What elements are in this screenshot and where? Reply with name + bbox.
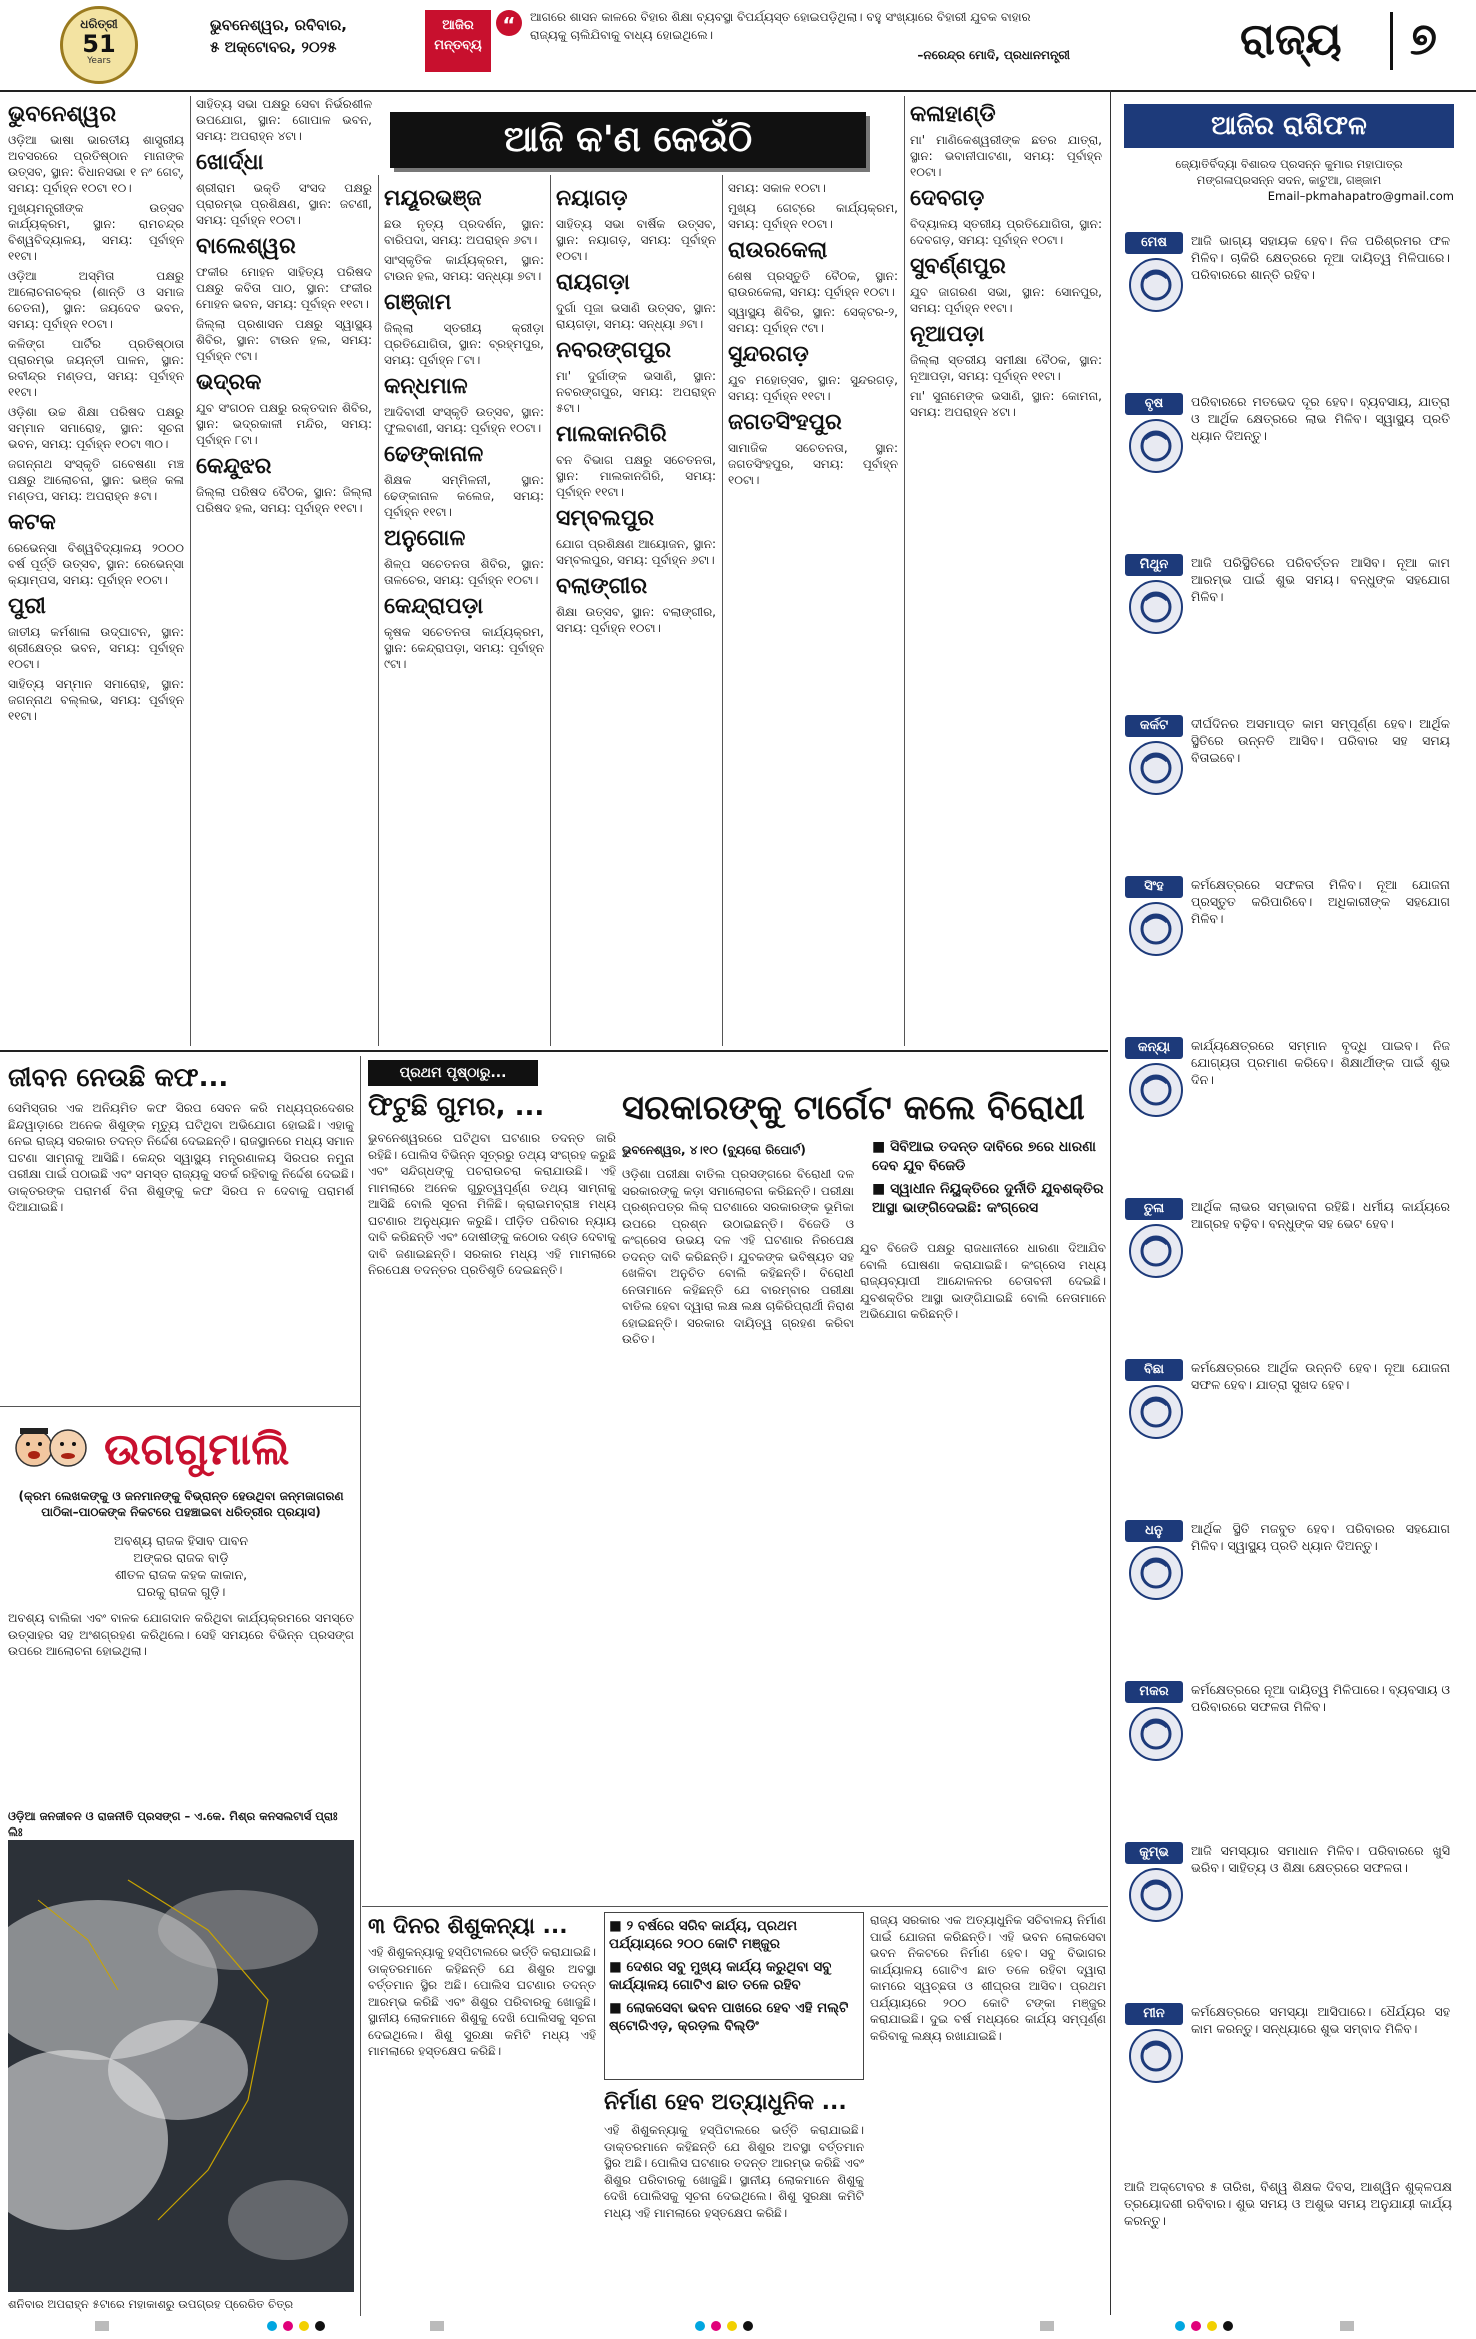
event-item: ଦୁର୍ଗା ପୂଜା ଭସାଣି ଉତ୍ସବ, ସ୍ଥାନ: ରାୟଗଡ଼ା, ସମୟ: ସନ୍ଧ୍ୟା ୬ଟା। bbox=[556, 301, 716, 331]
rashi-name: କନ୍ୟା bbox=[1125, 1037, 1183, 1059]
rashi-name: ତୁଳା bbox=[1125, 1198, 1183, 1220]
zodiac-symbol-icon bbox=[1129, 1868, 1183, 1922]
rashi-entry bbox=[1125, 393, 1450, 546]
rashi-name: ମକର bbox=[1125, 1681, 1183, 1703]
kicker-tag bbox=[368, 1060, 538, 1086]
event-item: ଓଡ଼ିଆ ଅସ୍ମିତା ପକ୍ଷରୁ ଆଲୋଚନାଚକ୍ର (ଶାନ୍ତି ଓ ସମାଜ ଚେତନା), ସ୍ଥାନ: ଜୟଦେବ ଭବନ, ସମୟ: ପୂର୍ବାହ୍ନ ୧୦ଟା। bbox=[8, 269, 184, 331]
event-item: ଶିକ୍ଷକ ସମ୍ମିଳନୀ, ସ୍ଥାନ: ଢେଙ୍କାନାଳ କଲେଜ, ସମୟ: ପୂର୍ବାହ୍ନ ୧୧ଟା। bbox=[384, 473, 544, 519]
rashi-name: ମେଷ bbox=[1125, 232, 1183, 254]
event-item: ମା' ମାଣିକେଶ୍ୱରୀଙ୍କ ଛତର ଯାତ୍ରା, ସ୍ଥାନ: ଭବାନୀପାଟଣା, ସମୟ: ପୂର୍ବାହ୍ନ ୧୦ଟା। bbox=[910, 133, 1102, 179]
rashi-forecast: କର୍ମକ୍ଷେତ୍ରରେ ସଫଳତା ମିଳିବ। ନୂଆ ଯୋଜନା ପ୍ରସ୍ତୁତ କରିପାରିବେ। ଅଧିକାରୀଙ୍କ ସହଯୋଗ ମିଳିବ। bbox=[1191, 877, 1450, 926]
rashi-name: ବୃଷ bbox=[1125, 393, 1183, 415]
event-item: ବନ ବିଭାଗ ପକ୍ଷରୁ ସଚେତନତା, ସ୍ଥାନ: ମାଲକାନଗିରି, ସମୟ: ପୂର୍ବାହ୍ନ ୧୧ଟା। bbox=[556, 453, 716, 499]
logo-years: Years bbox=[87, 56, 111, 66]
rashi-forecast: ଆର୍ଥିକ ସ୍ଥିତି ମଜବୁତ ହେବ। ପରିବାରର ସହଯୋଗ ମିଳିବ। ସ୍ୱାସ୍ଥ୍ୟ ପ୍ରତି ଧ୍ୟାନ ଦିଅନ୍ତୁ। bbox=[1191, 1521, 1450, 1553]
date-line-2: ୫ ଅକ୍ଟୋବର, ୨୦୨୫ bbox=[210, 38, 337, 56]
cartoon-faces-icon bbox=[12, 1422, 92, 1482]
rashi-entry bbox=[1125, 1842, 1450, 1995]
rashi-forecast: କର୍ମକ୍ଷେତ୍ରରେ ଆର୍ଥିକ ଉନ୍ନତି ହେବ। ନୂଆ ଯୋଜନା ସଫଳ ହେବ। ଯାତ୍ରା ସୁଖଦ ହେବ। bbox=[1191, 1360, 1450, 1392]
zodiac-symbol-icon bbox=[1129, 1707, 1183, 1761]
event-item: ସମୟ: ସକାଳ ୧୦ଟା। bbox=[728, 181, 826, 195]
rashi-entry bbox=[1125, 1359, 1450, 1512]
rashi-name: କର୍କଟ bbox=[1125, 715, 1183, 737]
event-item: ଜାତୀୟ କର୍ମଶାଳା ଉଦ୍‌ଘାଟନ, ସ୍ଥାନ: ଶ୍ରୀକ୍ଷେତ୍ର ଭବନ, ସମୟ: ପୂର୍ବାହ୍ନ ୧୦ଟା। bbox=[8, 625, 184, 671]
rashi-forecast: କର୍ମକ୍ଷେତ୍ରରେ ନୂଆ ଦାୟିତ୍ୱ ମିଳିପାରେ। ବ୍ୟବସାୟ ଓ ପରିବାରରେ ସଫଳତା ମିଳିବ। bbox=[1191, 1682, 1450, 1714]
ugra-box bbox=[8, 1414, 354, 1839]
zodiac-symbol-icon bbox=[1129, 1385, 1183, 1439]
district-heading: ସୁନ୍ଦରଗଡ଼ bbox=[728, 342, 809, 367]
event-item: ଯୁବ ମହୋତ୍ସବ, ସ୍ଥାନ: ସୁନ୍ଦରଗଡ଼, ସମୟ: ପୂର୍ବାହ୍ନ ୧୧ଟା। bbox=[728, 373, 898, 403]
zodiac-symbol-icon bbox=[1129, 2029, 1183, 2083]
rashi-entry bbox=[1125, 1520, 1450, 1673]
page-number: ୭ bbox=[1410, 14, 1437, 65]
rashi-entry bbox=[1125, 876, 1450, 1029]
event-item: ଜିଲ୍ଲା ପରିଷଦ ବୈଠକ, ସ୍ଥାନ: ଜିଲ୍ଲା ପରିଷଦ ହଲ, ସମୟ: ପୂର୍ବାହ୍ନ ୧୧ଟା। bbox=[196, 485, 372, 515]
district-heading: ମାଲକାନଗିରି bbox=[556, 422, 667, 447]
rashi-entry bbox=[1125, 1681, 1450, 1834]
logo-label: ଧରିତ୍ରୀ bbox=[80, 17, 118, 31]
district-heading: ନୂଆପଡ଼ା bbox=[910, 322, 985, 347]
district-heading: ସମ୍ବଲପୁର bbox=[556, 506, 655, 531]
district-heading: ମୟୂରଭଞ୍ଜ bbox=[384, 186, 482, 211]
event-item: ସାଂସ୍କୃତିକ କାର୍ଯ୍ୟକ୍ରମ, ସ୍ଥାନ: ଟାଉନ ହଲ, ସମୟ: ସନ୍ଧ୍ୟା ୭ଟା। bbox=[384, 253, 544, 283]
event-item: କୃଷକ ସଚେତନତା କାର୍ଯ୍ୟକ୍ରମ, ସ୍ଥାନ: କେନ୍ଦ୍ରାପଡ଼ା, ସମୟ: ପୂର୍ବାହ୍ନ ୯ଟା। bbox=[384, 625, 544, 671]
zodiac-symbol-icon bbox=[1129, 580, 1183, 634]
rashi-name: ବିଛା bbox=[1125, 1359, 1183, 1381]
gumar-story-body: ଭୁବନେଶ୍ୱରରେ ଘଟିଥିବା ଘଟଣାର ତଦନ୍ତ ଜାରି ରହିଛି। ପୋଲିସ ବିଭିନ୍ନ ସୂତ୍ରରୁ ତଥ୍ୟ ସଂଗ୍ରହ କରୁଛି ଏବଂ ସନ୍ଦିଗ୍ଧଙ୍କୁ ପଚରାଉଚରା କରାଯାଉଛି। ଏହି ମାମଲାରେ ଅନେକ ଗୁରୁତ୍ୱପୂର୍ଣ୍ଣ ତଥ୍ୟ ସାମ୍ନାକୁ ଆସିଛି ବୋଲି ସୂଚନା ମିଳିଛି। କ୍ରାଇମବ୍ରାଞ୍ଚ ମଧ୍ୟ ଘଟଣାର ଅନୁଧ୍ୟାନ କରୁଛି। ପୀଡ଼ିତ ପରିବାର ନ୍ୟାୟ ଦାବି କରିଛନ୍ତି ଏବଂ ଦୋଷୀଙ୍କୁ କଠୋର ଦଣ୍ଡ ଦେବାକୁ ଦାବି ଜଣାଇଛନ୍ତି। ସରକାର ମଧ୍ୟ ଏହି ମାମଲାରେ ନିରପେକ୍ଷ ତଦନ୍ତର ପ୍ରତିଶୃତି ଦେଇଛନ୍ତି। bbox=[368, 1131, 616, 1277]
section-title: ରାଜ୍ୟ bbox=[1240, 14, 1342, 65]
event-item: ଓଡ଼ିଶା ଉଚ୍ଚ ଶିକ୍ଷା ପରିଷଦ ପକ୍ଷରୁ ସମ୍ମାନ ସମାରୋହ, ସ୍ଥାନ: ସୂଚନା ଭବନ, ସମୟ: ପୂର୍ବାହ୍ନ ୧୦ଟା ୩୦। bbox=[8, 405, 184, 451]
main-bullets bbox=[860, 1138, 1106, 1222]
secretariat-story-head: ନିର୍ମାଣ ହେବ ଅତ୍ୟାଧୁନିକ ... bbox=[604, 2090, 847, 2115]
district-heading: ଜଗତସିଂହପୁର bbox=[728, 410, 842, 435]
event-item: ଯୁବ ଜାଗରଣ ସଭା, ସ୍ଥାନ: ସୋନପୁର, ସମୟ: ପୂର୍ବାହ୍ନ ୧୧ଟା। bbox=[910, 285, 1102, 315]
quote-icon: “ bbox=[496, 10, 522, 36]
main-byline: ଭୁବନେଶ୍ୱର, ୪।୧୦ (ବ୍ୟୁରୋ ରିପୋର୍ଟ) bbox=[622, 1143, 806, 1157]
events-banner-title: ଆଜି କ'ଣ କେଉଁଠି bbox=[503, 119, 753, 160]
date-block bbox=[210, 14, 370, 58]
zodiac-symbol-icon bbox=[1129, 1063, 1183, 1117]
rashi-forecast: ଆଜି ଭାଗ୍ୟ ସହାୟକ ହେବ। ନିଜ ପରିଶ୍ରମର ଫଳ ମିଳିବ। ଚାକିରି କ୍ଷେତ୍ରରେ ନୂଆ ଦାୟିତ୍ୱ ମିଳିପାରେ। ପରିବାରରେ ଶାନ୍ତି ରହିବ। bbox=[1191, 233, 1450, 282]
quote-body: ଆଗରେ ଶାସନ କାଳରେ ବିହାର ଶିକ୍ଷା ବ୍ୟବସ୍ଥା ବିପର୍ଯ୍ୟସ୍ତ ହୋଇପଡ଼ିଥିଲା। ବହୁ ସଂଖ୍ୟାରେ ବିହାରୀ ଯୁବକ ବାହାର ରାଜ୍ୟକୁ ଚାଲିଯିବାକୁ ବାଧ୍ୟ ହୋଇଥିଲେ। bbox=[530, 10, 1031, 42]
district-heading: ଦେବଗଡ଼ bbox=[910, 186, 985, 211]
quote-author: –ନରେନ୍ଦ୍ର ମୋଦି, ପ୍ରଧାନମନ୍ତ୍ରୀ bbox=[917, 48, 1070, 62]
rashi-entry bbox=[1125, 1037, 1450, 1190]
event-item: ସାହିତ୍ୟ ସମ୍ମାନ ସମାରୋହ, ସ୍ଥାନ: ଜଗନ୍ନାଥ ବଲ୍ଲଭ, ସମୟ: ପୂର୍ବାହ୍ନ ୧୧ଟା। bbox=[8, 677, 184, 723]
event-item: କଳିଙ୍ଗ ପାର୍ଟିର ପ୍ରତିଷ୍ଠାତା ପ୍ରାରମ୍ଭ ଜୟନ୍ତୀ ପାଳନ, ସ୍ଥାନ: ରବୀନ୍ଦ୍ର ମଣ୍ଡପ, ସମୟ: ପୂର୍ବାହ୍ନ ୧୧ଟା। bbox=[8, 337, 184, 399]
secretariat-story-body-b: ଏହି ଶିଶୁକନ୍ୟାକୁ ହସ୍ପିଟାଲରେ ଭର୍ତ୍ତି କରାଯାଇଛି। ଡାକ୍ତରମାନେ କହିଛନ୍ତି ଯେ ଶିଶୁର ଅବସ୍ଥା ବର୍ତ୍ତମାନ ସ୍ଥିର ଅଛି। ପୋଲିସ ଘଟଣାର ତଦନ୍ତ ଆରମ୍ଭ କରିଛି ଏବଂ ଶିଶୁର ପରିବାରକୁ ଖୋଜୁଛି। ସ୍ଥାନୀୟ ଲୋକମାନେ ଶିଶୁକୁ ଦେଖି ପୋଲିସକୁ ସୂଚନା ଦେଇଥିଲେ। ଶିଶୁ ସୁରକ୍ଷା କମିଟି ମଧ୍ୟ ଏହି ମାମଲାରେ ହସ୍ତକ୍ଷେପ କରିଛି। bbox=[604, 2123, 864, 2220]
astrologer-info bbox=[1124, 156, 1454, 204]
ugra-title: ଉଗଗୁମାଲି bbox=[104, 1424, 290, 1475]
zodiac-symbol-icon bbox=[1129, 741, 1183, 795]
rashi-forecast: କାର୍ଯ୍ୟକ୍ଷେତ୍ରରେ ସମ୍ମାନ ବୃଦ୍ଧି ପାଇବ। ନିଜ ଯୋଗ୍ୟତା ପ୍ରମାଣ କରିବେ। ଶିକ୍ଷାର୍ଥୀଙ୍କ ପାଇଁ ଶୁଭ ଦିନ। bbox=[1191, 1038, 1450, 1087]
main-bullet: ■ ସ୍ୱାଧୀନ ନିୟୁକ୍ତିରେ ଦୁର୍ନୀତି ଯୁବଶକ୍ତିର ଆସ୍ଥା ଭାଙ୍ଗିଦେଇଛି: କଂଗ୍ରେସ bbox=[872, 1181, 1104, 1216]
masthead bbox=[0, 0, 1476, 92]
events-col-3 bbox=[384, 180, 544, 1046]
boxed-bullet: ■ ଦେଶର ସବୁ ମୁଖ୍ୟ କାର୍ଯ୍ୟ କରୁଥିବା ସବୁ କାର୍ଯ୍ୟାଳୟ ଗୋଟିଏ ଛାତ ତଳେ ରହିବ bbox=[609, 1959, 832, 1993]
boxed-bullet: ■ ଲୋକସେବା ଭବନ ପାଖରେ ହେବ ଏହି ମଲ୍ଟି ଷ୍ଟୋରିଏଡ଼, କ୍ରଡ଼ଲ ବିଲ୍ଡିଂ bbox=[609, 2000, 849, 2034]
logo-number: 51 bbox=[82, 30, 116, 58]
district-heading: ରାୟଗଡ଼ା bbox=[556, 270, 630, 295]
logo-badge bbox=[60, 6, 138, 84]
rashi-forecast: ପରିବାରରେ ମତଭେଦ ଦୂର ହେବ। ବ୍ୟବସାୟ, ଯାତ୍ରା ଓ ଆର୍ଥିକ କ୍ଷେତ୍ରରେ ଲାଭ ମିଳିବ। ସ୍ୱାସ୍ଥ୍ୟ ପ୍ରତି ଧ୍ୟାନ ଦିଅନ୍ତୁ। bbox=[1191, 394, 1450, 443]
main-story-body: ଓଡ଼ିଶା ପରୀକ୍ଷା ବାତିଲ ପ୍ରସଙ୍ଗରେ ବିରୋଧୀ ଦଳ ସରକାରଙ୍କୁ କଡ଼ା ସମାଲୋଚନା କରିଛନ୍ତି। ପରୀକ୍ଷା ପ୍ରଶ୍ନପତ୍ର ଲିକ୍ ଘଟଣାରେ ସରକାରଙ୍କ ଭୂମିକା ଉପରେ ପ୍ରଶ୍ନ ଉଠାଇଛନ୍ତି। ବିଜେଡି ଓ କଂଗ୍ରେସ ଉଭୟ ଦଳ ଏହି ଘଟଣାର ନିରପେକ୍ଷ ତଦନ୍ତ ଦାବି କରିଛନ୍ତି। ଯୁବକଙ୍କ ଭବିଷ୍ୟତ ସହ ଖେଳିବା ଅନୁଚିତ ବୋଲି କହିଛନ୍ତି। ବିରୋଧୀ ନେତାମାନେ କହିଛନ୍ତି ଯେ ବାରମ୍ବାର ପରୀକ୍ଷା ବାତିଲ ହେବା ଦ୍ୱାରା ଲକ୍ଷ ଲକ୍ଷ ଚାକିରିପ୍ରାର୍ଥୀ ନିରାଶ ହୋଇଛନ୍ତି। ସରକାର ଦାୟିତ୍ୱ ଗ୍ରହଣ କରିବା ଉଚିତ। bbox=[622, 1167, 854, 1346]
quote-tag bbox=[425, 10, 491, 72]
rashi-name: ମିଥୁନ bbox=[1125, 554, 1183, 576]
rashi-forecast: ଦୀର୍ଘଦିନର ଅସମାପ୍ତ କାମ ସମ୍ପୂର୍ଣ୍ଣ ହେବ। ଆର୍ଥିକ ସ୍ଥିତିରେ ଉନ୍ନତି ଆସିବ। ପରିବାର ସହ ସମୟ ବିତାଇବେ। bbox=[1191, 716, 1450, 765]
astrologer-name: ଜ୍ୟୋତିର୍ବିଦ୍ୟା ବିଶାରଦ ପ୍ରସନ୍ନ କୁମାର ମହାପାତ୍ର bbox=[1175, 157, 1403, 171]
satellite-image bbox=[8, 1840, 354, 2292]
event-item: ଓଡ଼ିଆ ଭାଷା ଭାରତୀୟ ଶାସ୍ତ୍ରୀୟ ଅବସରରେ ପ୍ରତିଷ୍ଠାନ ମାନାଙ୍କ ଉତ୍ସବ, ସ୍ଥାନ: ବିଧାନସଭା ୧ ନଂ ଗେଟ୍, ସମୟ: ପୂର୍ବାହ୍ନ ୧୦ଟା ୧୦। bbox=[8, 133, 184, 195]
main-story-body-2: ଯୁବ ବିଜେଡି ପକ୍ଷରୁ ରାଜଧାନୀରେ ଧାରଣା ଦିଆଯିବ ବୋଲି ଘୋଷଣା କରାଯାଇଛି। କଂଗ୍ରେସ ମଧ୍ୟ ରାଜ୍ୟବ୍ୟାପୀ ଆନ୍ଦୋଳନର ଚେତାବନୀ ଦେଇଛି। ଯୁବଶକ୍ତିର ଆସ୍ଥା ଭାଙ୍ଗିଯାଇଛି ବୋଲି ନେତାମାନେ ଅଭିଯୋଗ କରିଛନ୍ତି। bbox=[860, 1241, 1106, 1321]
zodiac-symbol-icon bbox=[1129, 258, 1183, 312]
rashi-entry bbox=[1125, 1198, 1450, 1351]
event-item: ଜିଲ୍ଲା ସ୍ତରୀୟ ସମୀକ୍ଷା ବୈଠକ, ସ୍ଥାନ: ନୂଆପଡ଼ା, ସମୟ: ପୂର୍ବାହ୍ନ ୧୧ଟା। bbox=[910, 353, 1102, 383]
event-item: ସାହିତ୍ୟ ସଭା ବାର୍ଷିକ ଉତ୍ସବ, ସ୍ଥାନ: ନୟାଗଡ଼, ସମୟ: ପୂର୍ବାହ୍ନ ୧୦ଟା। bbox=[556, 217, 716, 263]
events-banner bbox=[390, 112, 866, 168]
rashi-entry bbox=[1125, 554, 1450, 707]
rashi-entry bbox=[1125, 715, 1450, 868]
district-heading: ଖୋର୍ଦ୍ଧା bbox=[196, 150, 264, 175]
section-divider bbox=[1390, 12, 1393, 70]
district-heading: ଭଦ୍ରକ bbox=[196, 370, 262, 395]
rashi-name: ମୀନ bbox=[1125, 2003, 1183, 2025]
zodiac-symbol-icon bbox=[1129, 902, 1183, 956]
district-heading: ପୁରୀ bbox=[8, 594, 46, 619]
event-item: ସାମାଜିକ ସଚେତନତା, ସ୍ଥାନ: ଜଗତସିଂହପୁର, ସମୟ: ପୂର୍ବାହ୍ନ ୧୦ଟା। bbox=[728, 441, 898, 487]
secretariat-bullets-box bbox=[604, 1912, 864, 2080]
baby-story-head: ୩ ଦିନର ଶିଶୁକନ୍ୟା ... bbox=[368, 1914, 568, 1939]
quote-text bbox=[530, 8, 1070, 64]
district-heading: ସୁବର୍ଣ୍ଣପୁର bbox=[910, 254, 1006, 279]
rashi-forecast: ଆର୍ଥିକ ଲାଭର ସମ୍ଭାବନା ରହିଛି। ଧର୍ମୀୟ କାର୍ଯ୍ୟରେ ଆଗ୍ରହ ବଢ଼ିବ। ବନ୍ଧୁଙ୍କ ସହ ଭେଟ ହେବ। bbox=[1191, 1199, 1450, 1231]
district-heading: କନ୍ଧମାଳ bbox=[384, 374, 468, 399]
event-item: ମା' ଦୁର୍ଗାଙ୍କ ଭସାଣି, ସ୍ଥାନ: ନବରଙ୍ଗପୁର, ସମୟ: ଅପରାହ୍ନ ୫ଟା। bbox=[556, 369, 716, 415]
event-item: ଶ୍ରୀରାମ ଭକ୍ତି ସଂସଦ ପକ୍ଷରୁ ପ୍ରାରମ୍ଭ ପ୍ରଶିକ୍ଷଣ, ସ୍ଥାନ: ଜଟଣୀ, ସମୟ: ପୂର୍ବାହ୍ନ ୧୦ଟା। bbox=[196, 181, 372, 227]
district-heading: ଗଞ୍ଜାମ bbox=[384, 290, 452, 315]
events-col-2 bbox=[196, 96, 372, 1046]
zodiac-symbol-icon bbox=[1129, 1546, 1183, 1600]
event-item: ଜଗନ୍ନାଥ ସଂସ୍କୃତି ଗବେଷଣା ମଞ୍ଚ ପକ୍ଷରୁ ଆଲୋଚନା, ସ୍ଥାନ: ଭଞ୍ଜ କଳା ମଣ୍ଡପ, ସମୟ: ଅପରାହ୍ନ ୫ଟା। bbox=[8, 457, 184, 503]
district-heading: କଳାହାଣ୍ଡି bbox=[910, 102, 996, 127]
baby-story-body: ଏହି ଶିଶୁକନ୍ୟାକୁ ହସ୍ପିଟାଲରେ ଭର୍ତ୍ତି କରାଯାଇଛି। ଡାକ୍ତରମାନେ କହିଛନ୍ତି ଯେ ଶିଶୁର ଅବସ୍ଥା ବର୍ତ୍ତମାନ ସ୍ଥିର ଅଛି। ପୋଲିସ ଘଟଣାର ତଦନ୍ତ ଆରମ୍ଭ କରିଛି ଏବଂ ଶିଶୁର ପରିବାରକୁ ଖୋଜୁଛି। ସ୍ଥାନୀୟ ଲୋକମାନେ ଶିଶୁକୁ ଦେଖି ପୋଲିସକୁ ସୂଚନା ଦେଇଥିଲେ। ଶିଶୁ ସୁରକ୍ଷା କମିଟି ମଧ୍ୟ ଏହି ମାମଲାରେ ହସ୍ତକ୍ଷେପ କରିଛି। bbox=[368, 1945, 596, 2058]
rashi-name: ସିଂହ bbox=[1125, 876, 1183, 898]
rashi-entry bbox=[1125, 232, 1450, 385]
rashi-forecast: ଆଜି ସମସ୍ୟାର ସମାଧାନ ମିଳିବ। ପରିବାରରେ ଖୁସି ଭରିବ। ସାହିତ୍ୟ ଓ ଶିକ୍ଷା କ୍ଷେତ୍ରରେ ସଫଳତା। bbox=[1191, 1843, 1450, 1875]
events-col-4 bbox=[556, 180, 716, 1046]
zodiac-symbol-icon bbox=[1129, 419, 1183, 473]
astrologer-email: Email–pkmahapatro@gmail.com bbox=[1267, 189, 1454, 203]
ugra-verse: ଅବଶ୍ୟ ରାଜକ ହିସାବ ପାବନ ଅଙ୍କର ରାଜକ ବାଡ଼ି ଶୀତଳ ରାଜକ କହକ କାକାନ, ଘରକୁ ରାଜକ ଗୁଡ଼ି। bbox=[114, 1533, 248, 1599]
satellite-caption: ଶନିବାର ଅପରାହ୍ନ ୫ଟାରେ ମହାକାଶରୁ ଉପଗ୍ରହ ପ୍ରେରିତ ଚିତ୍ର bbox=[8, 2297, 294, 2311]
kicker-label: ପ୍ରଥମ ପୃଷ୍ଠାରୁ... bbox=[399, 1065, 507, 1081]
event-item: ଶେଷ ପ୍ରସ୍ତୁତି ବୈଠକ, ସ୍ଥାନ: ରାଉରକେଲା, ସମୟ: ପୂର୍ବାହ୍ନ ୧୦ଟା। bbox=[728, 269, 898, 299]
event-item: ସ୍ୱାସ୍ଥ୍ୟ ଶିବିର, ସ୍ଥାନ: ସେକ୍ଟର-୨, ସମୟ: ପୂର୍ବାହ୍ନ ୯ଟା। bbox=[728, 305, 898, 335]
cough-story-head: ଜୀବନ ନେଉଛି କଫ... bbox=[8, 1063, 229, 1093]
district-heading: ରାଉରକେଲା bbox=[728, 238, 828, 263]
event-item: ସାହିତ୍ୟ ସଭା ପକ୍ଷରୁ ସେବା ନିର୍ଭରଶୀଳ ଉପଯୋଗ, ସ୍ଥାନ: ଗୋପାଳ ଭବନ, ସମୟ: ଅପରାହ୍ନ ୪ଟା। bbox=[196, 97, 372, 143]
event-item: ମୁଖ୍ୟ ଗେଟ୍‌ରେ କାର୍ଯ୍ୟକ୍ରମ, ସମୟ: ପୂର୍ବାହ୍ନ ୧୦ଟା। bbox=[728, 201, 898, 231]
main-bullet: ■ ସିବିଆଇ ତଦନ୍ତ ଦାବିରେ ୭ରେ ଧାରଣା ଦେବ ଯୁବ ବିଜେଡି bbox=[872, 1139, 1096, 1174]
event-item: ଯୋଗ ପ୍ରଶିକ୍ଷଣ ଆୟୋଜନ, ସ୍ଥାନ: ସମ୍ବଲପୁର, ସମୟ: ପୂର୍ବାହ୍ନ ୬ଟା। bbox=[556, 537, 716, 567]
events-col-5 bbox=[728, 180, 898, 1046]
district-heading: ନୟାଗଡ଼ bbox=[556, 186, 628, 211]
ugra-subtitle: (କ୍ରମ ଲେଖକଙ୍କୁ ଓ ଜନମାନଙ୍କୁ ବିଭ୍ରାନ୍ତ ହେଉଥିବା ଜନ୍ମଜାଗରଣ ପାଠିକା–ପାଠକଙ୍କ ନିକଟରେ ପହଞ୍ଚାଇବା ଧରିତ୍ରୀର ପ୍ରୟାସ) bbox=[18, 1489, 344, 1519]
zodiac-symbol-icon bbox=[1129, 1224, 1183, 1278]
cough-story-body: ସେମିସ୍ତାର ଏକ ଅନିୟମିତ କଫ ସିରପ ସେବନ କରି ମଧ୍ୟପ୍ରଦେଶର ଛିନ୍ଦୱାଡ଼ାରେ ଅନେକ ଶିଶୁଙ୍କ ମୃତ୍ୟୁ ଘଟିଥିବା ଅଭିଯୋଗ ହୋଇଛି। ଏହାକୁ ନେଇ ରାଜ୍ୟ ସରକାର ତଦନ୍ତ ନିର୍ଦ୍ଦେଶ ଦେଇଛନ୍ତି। ରାଜସ୍ଥାନରେ ମଧ୍ୟ ସମାନ ଘଟଣା ସାମ୍ନାକୁ ଆସିଛି। କେନ୍ଦ୍ର ସ୍ୱାସ୍ଥ୍ୟ ମନ୍ତ୍ରଣାଳୟ ସିରପର ନମୁନା ପରୀକ୍ଷା ପାଇଁ ପଠାଇଛି ଏବଂ ସମସ୍ତ ରାଜ୍ୟକୁ ସତର୍କ ରହିବାକୁ ନିର୍ଦ୍ଦେଶ ଦେଇଛି। ଡାକ୍ତରଙ୍କ ପରାମର୍ଶ ବିନା ଶିଶୁଙ୍କୁ କଫ ସିରପ ନ ଦେବାକୁ ପରାମର୍ଶ ଦିଆଯାଇଛି। bbox=[8, 1101, 354, 1214]
district-heading: କେନ୍ଦୁଝର bbox=[196, 454, 272, 479]
event-item: ବିଦ୍ୟାଳୟ ସ୍ତରୀୟ ପ୍ରତିଯୋଗିତା, ସ୍ଥାନ: ଦେବଗଡ଼, ସମୟ: ପୂର୍ବାହ୍ନ ୧୦ଟା। bbox=[910, 217, 1102, 247]
rashi-forecast: କର୍ମକ୍ଷେତ୍ରରେ ସମସ୍ୟା ଆସିପାରେ। ଧୈର୍ଯ୍ୟର ସହ କାମ କରନ୍ତୁ। ସନ୍ଧ୍ୟାରେ ଶୁଭ ସମ୍ବାଦ ମିଳିବ। bbox=[1191, 2004, 1450, 2036]
event-item: ଛଉ ନୃତ୍ୟ ପ୍ରଦର୍ଶନ, ସ୍ଥାନ: ବାରିପଦା, ସମୟ: ଅପରାହ୍ନ ୬ଟା। bbox=[384, 217, 544, 247]
rashi-name: ଧନୁ bbox=[1125, 1520, 1183, 1542]
event-item: ମା' ସୁନାମେଙ୍କ ଭସାଣି, ସ୍ଥାନ: କୋମନା, ସମୟ: ଅପରାହ୍ନ ୪ଟା। bbox=[910, 389, 1102, 419]
ugra-body: ଅବଶ୍ୟ ବାଲିକା ଏବଂ ବାଳକ ଯୋଗଦାନ କରିଥିବା କାର୍ଯ୍ୟକ୍ରମରେ ସମସ୍ତେ ଉତ୍ସାହର ସହ ଅଂଶଗ୍ରହଣ କରିଥିଲେ। ସେହି ସମୟରେ ବିଭିନ୍ନ ପ୍ରସଙ୍ଗ ଉପରେ ଆଲୋଚନା ହୋଇଥିଲା। bbox=[8, 1611, 354, 1658]
district-heading: ବଲାଙ୍ଗୀର bbox=[556, 574, 648, 599]
gumar-story-head: ଫିଟୁଛି ଗୁମର, ... bbox=[368, 1092, 545, 1122]
print-registration-marks bbox=[0, 2318, 1476, 2332]
events-col-6 bbox=[910, 96, 1102, 1046]
secretariat-story-body-a: ରାଜ୍ୟ ସରକାର ଏକ ଅତ୍ୟାଧୁନିକ ସଚିବାଳୟ ନିର୍ମାଣ ପାଇଁ ଯୋଜନା କରିଛନ୍ତି। ଏହି ଭବନ ଲୋକସେବା ଭବନ ନିକଟରେ ନିର୍ମାଣ ହେବ। ସବୁ ବିଭାଗର କାର୍ଯ୍ୟାଳୟ ଗୋଟିଏ ଛାତ ତଳେ ରହିବା ଦ୍ୱାରା କାମରେ ସ୍ୱଚ୍ଛତା ଓ ଶୀଘ୍ରତା ଆସିବ। ପ୍ରଥମ ପର୍ଯ୍ୟାୟରେ ୨୦୦ କୋଟି ଟଙ୍କା ମଞ୍ଜୁର କରାଯାଇଛି। ଦୁଇ ବର୍ଷ ମଧ୍ୟରେ କାର୍ଯ୍ୟ ସମ୍ପୂର୍ଣ୍ଣ କରିବାକୁ ଲକ୍ଷ୍ୟ ରଖାଯାଇଛି। bbox=[870, 1913, 1106, 2043]
date-line-1: ଭୁବନେଶ୍ୱର, ରବିବାର, bbox=[210, 16, 347, 34]
events-col-1 bbox=[8, 96, 184, 1046]
event-item: ରେଭେନ୍ସା ବିଶ୍ୱବିଦ୍ୟାଳୟ ୨୦୦୦ ବର୍ଷ ପୂର୍ତ୍ତି ଉତ୍ସବ, ସ୍ଥାନ: ରେଭେନ୍ସା କ୍ୟାମ୍ପସ, ସମୟ: ପୂର୍ବାହ୍ନ ୧୦ଟା। bbox=[8, 541, 184, 587]
quote-tag-label: ଆଜିର ମନ୍ତବ୍ୟ bbox=[434, 18, 482, 53]
horoscope-title: ଆଜିର ରାଶିଫଳ bbox=[1211, 111, 1367, 141]
district-heading: ଅନୁଗୋଳ bbox=[384, 526, 466, 551]
rashi-forecast: ଆଜି ପରିସ୍ଥିତିରେ ପରିବର୍ତ୍ତନ ଆସିବ। ନୂଆ କାମ ଆରମ୍ଭ ପାଇଁ ଶୁଭ ସମୟ। ବନ୍ଧୁଙ୍କ ସହଯୋଗ ମିଳିବ। bbox=[1191, 555, 1450, 604]
district-heading: କେନ୍ଦ୍ରାପଡ଼ା bbox=[384, 594, 484, 619]
astrologer-address: ମଙ୍ଗଳାପ୍ରସନ୍ନ ସଦନ, କାଟୁଆ, ଗଞ୍ଜାମ bbox=[1196, 173, 1382, 187]
main-headline: ସରକାରଙ୍କୁ ଟାର୍ଗେଟ କଲେ ବିରୋଧୀ bbox=[622, 1088, 1085, 1128]
district-heading: ବାଲେଶ୍ୱର bbox=[196, 234, 296, 259]
district-heading: କଟକ bbox=[8, 510, 56, 535]
boxed-bullet: ■ ୨ ବର୍ଷରେ ସରିବ କାର୍ଯ୍ୟ, ପ୍ରଥମ ପର୍ଯ୍ୟାୟରେ ୨୦୦ କୋଟି ମଞ୍ଜୁର bbox=[609, 1918, 798, 1952]
event-item: ଜିଲ୍ଲା ସ୍ତରୀୟ କ୍ରୀଡ଼ା ପ୍ରତିଯୋଗିତା, ସ୍ଥାନ: ବ୍ରହ୍ମପୁର, ସମୟ: ପୂର୍ବାହ୍ନ ୮ଟା। bbox=[384, 321, 544, 367]
event-item: ଯୁବ ସଂଗଠନ ପକ୍ଷରୁ ରକ୍ତଦାନ ଶିବିର, ସ୍ଥାନ: ଭଦ୍ରକାଳୀ ମନ୍ଦିର, ସମୟ: ପୂର୍ବାହ୍ନ ୮ଟା। bbox=[196, 401, 372, 447]
ugra-credit: ଓଡ଼ିଆ ଜନଜୀବନ ଓ ରାଜନୀତି ପ୍ରସଙ୍ଗ – ଏ.କେ. ମିଶ୍ର କନସଲଟାର୍ସ ପ୍ରାଃ ଲିଃ bbox=[8, 1809, 338, 1839]
panchang-text: ଆଜି ଅକ୍ଟୋବର ୫ ତାରିଖ, ବିଶ୍ୱ ଶିକ୍ଷକ ଦିବସ, ଆଶ୍ୱିନ ଶୁକ୍ଳପକ୍ଷ ତ୍ରୟୋଦଶୀ ରବିବାର। ଶୁଭ ସମୟ ଓ ଅଶୁଭ ସମୟ ଅନୁଯାୟୀ କାର୍ଯ୍ୟ କରନ୍ତୁ। bbox=[1124, 2179, 1452, 2228]
rashi-name: କୁମ୍ଭ bbox=[1125, 1842, 1183, 1864]
event-item: ଆଦିବାସୀ ସଂସ୍କୃତି ଉତ୍ସବ, ସ୍ଥାନ: ଫୁଲବାଣୀ, ସମୟ: ପୂର୍ବାହ୍ନ ୧୦ଟା। bbox=[384, 405, 544, 435]
event-item: ଶିକ୍ଷା ଉତ୍ସବ, ସ୍ଥାନ: ବଲାଙ୍ଗୀର, ସମୟ: ପୂର୍ବାହ୍ନ ୧୦ଟା। bbox=[556, 605, 716, 635]
event-item: ଜିଲ୍ଲା ପ୍ରଶାସନ ପକ୍ଷରୁ ସ୍ୱାସ୍ଥ୍ୟ ଶିବିର, ସ୍ଥାନ: ଟାଉନ ହଲ, ସମୟ: ପୂର୍ବାହ୍ନ ୯ଟା। bbox=[196, 317, 372, 363]
event-item: ଶିଳ୍ପ ସଚେତନତା ଶିବିର, ସ୍ଥାନ: ତାଳଚେର, ସମୟ: ପୂର୍ବାହ୍ନ ୧୦ଟା। bbox=[384, 557, 544, 587]
horoscope-header bbox=[1124, 104, 1454, 148]
event-item: ଫକୀର ମୋହନ ସାହିତ୍ୟ ପରିଷଦ ପକ୍ଷରୁ କବିତା ପାଠ, ସ୍ଥାନ: ଫକୀର ମୋହନ ଭବନ, ସମୟ: ପୂର୍ବାହ୍ନ ୧୧ଟା। bbox=[196, 265, 372, 311]
event-item: ମୁଖ୍ୟମନ୍ତ୍ରୀଙ୍କ ଉତ୍ସବ କାର୍ଯ୍ୟକ୍ରମ, ସ୍ଥାନ: ରାମଚନ୍ଦ୍ର ବିଶ୍ୱବିଦ୍ୟାଳୟ, ସମୟ: ପୂର୍ବାହ୍ନ ୧୧ଟା। bbox=[8, 201, 184, 263]
district-heading: ଢେଙ୍କାନାଳ bbox=[384, 442, 484, 467]
district-heading: ନବରଙ୍ଗପୁର bbox=[556, 338, 672, 363]
district-heading: ଭୁବନେଶ୍ୱର bbox=[8, 102, 117, 127]
rashi-entry bbox=[1125, 2003, 1450, 2156]
